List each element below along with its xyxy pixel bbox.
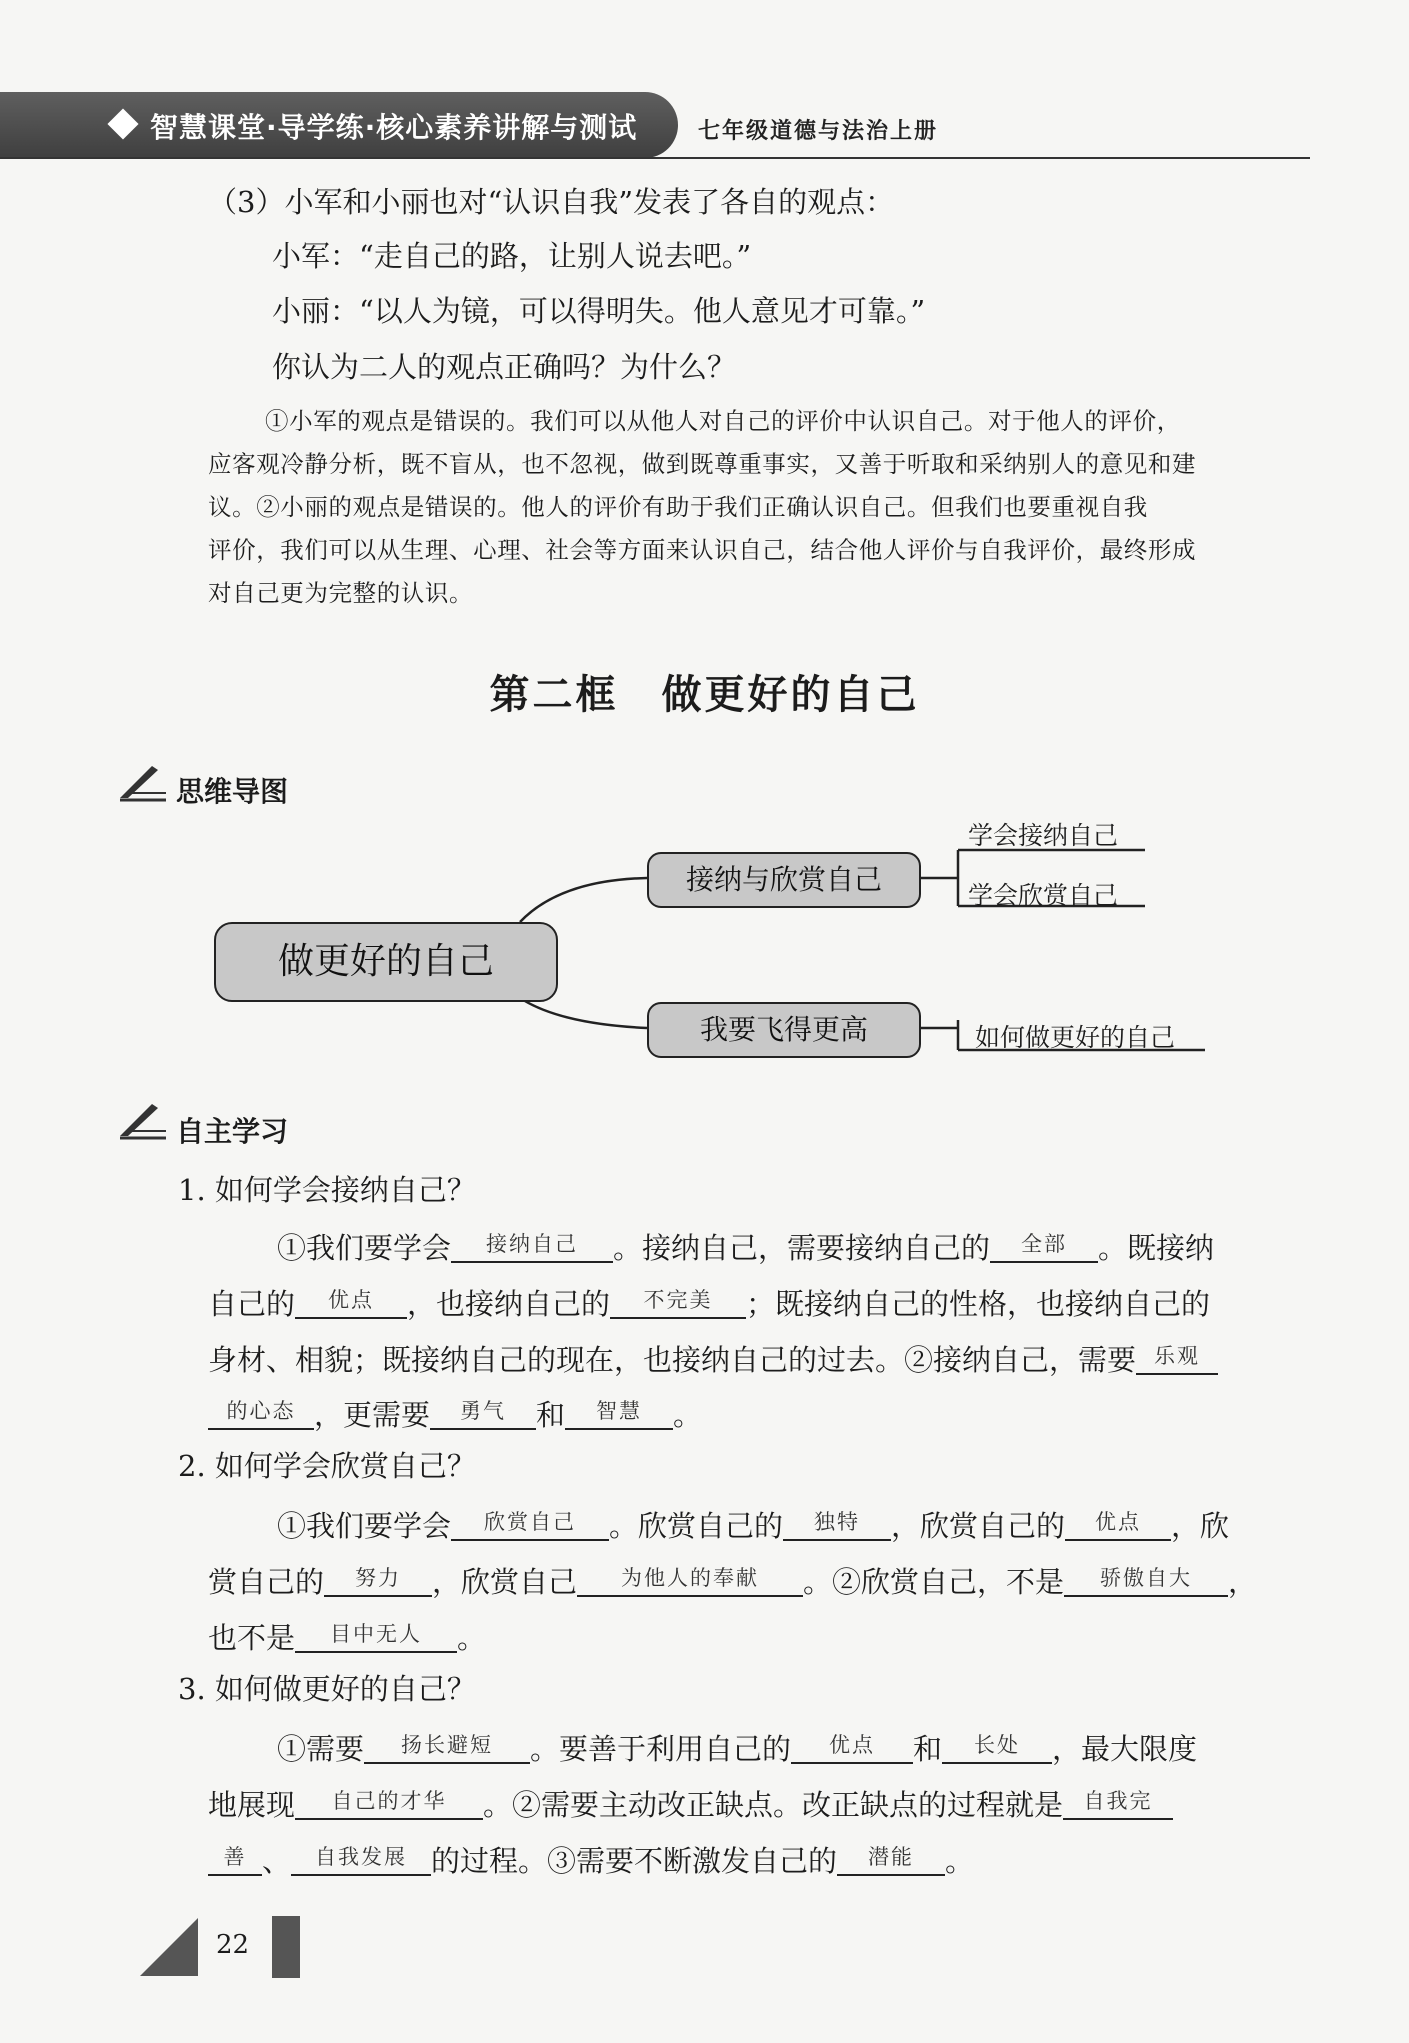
mindmap-branch-fly: 我要飞得更高 — [647, 1002, 921, 1058]
blank-19b: 善 — [208, 1842, 262, 1876]
blank-8: 欣赏自己 — [451, 1507, 609, 1541]
blank-15: 扬长避短 — [364, 1730, 530, 1764]
study-q3-line1: ①需要 扬长避短 。要善于利用自己的 优点 和 长处 ，最大限度 — [277, 1732, 1198, 1766]
study-q2-line2: 赏自己的 努力 ，欣赏自己 为他人的奉献 。②欣赏自己，不是 骄傲自大 ， — [208, 1565, 1258, 1599]
blank-5b: 的心态 — [208, 1396, 314, 1430]
answer-line-1: ①小军的观点是错误的。我们可以从他人对自己的评价中认识自己。对于他人的评价， — [265, 407, 1181, 435]
blank-19a: 自我完 — [1063, 1786, 1173, 1820]
blank-16: 优点 — [791, 1730, 913, 1764]
q3-xiaojun: 小军：“走自己的路，让别人说去吧。” — [272, 239, 752, 273]
blank-5a: 乐观 — [1136, 1341, 1218, 1375]
study-q2-line1: ①我们要学会 欣赏自己 。欣赏自己的 独特 ，欣赏自己的 优点 ，欣 — [277, 1509, 1230, 1543]
answer-line-3: 议。②小丽的观点是错误的。他人的评价有助于我们正确认识自己。但我们也要重视自我 — [208, 493, 1148, 521]
mindmap-heading: 思维导图 — [176, 775, 289, 808]
study-q2-line3: 也不是 目中无人 。 — [208, 1621, 487, 1655]
blank-1: 接纳自己 — [451, 1229, 613, 1263]
mindmap-leaf-better: 如何做更好的自己 — [975, 1023, 1176, 1052]
pen-icon-2 — [118, 1100, 168, 1140]
study-q1: 1. 如何学会接纳自己？ — [178, 1173, 476, 1207]
blank-6: 勇气 — [430, 1396, 536, 1430]
answer-line-5: 对自己更为完整的认识。 — [208, 579, 474, 607]
blank-11: 努力 — [324, 1563, 432, 1597]
study-q1-line2: 自己的 优点 ，也接纳自己的 不完美 ；既接纳自己的性格，也接纳自己的 — [208, 1287, 1211, 1321]
study-heading: 自主学习 — [176, 1115, 289, 1148]
section-title: 第二框 做更好的自己 — [489, 671, 920, 718]
footer-bar — [272, 1916, 300, 1978]
page-number: 22 — [216, 1930, 250, 1960]
q3-ask: 你认为二人的观点正确吗？为什么？ — [272, 350, 737, 384]
q3-prompt: （3）小军和小丽也对“认识自我”发表了各自的观点： — [208, 185, 895, 219]
study-q3: 3. 如何做更好的自己？ — [178, 1672, 476, 1706]
study-q2: 2. 如何学会欣赏自己？ — [178, 1449, 476, 1483]
blank-9: 独特 — [783, 1507, 891, 1541]
blank-20: 自我发展 — [291, 1842, 431, 1876]
blank-10: 优点 — [1065, 1507, 1171, 1541]
blank-17: 长处 — [942, 1730, 1052, 1764]
header-title: 智慧课堂·导学练·核心素养讲解与测试 — [150, 111, 638, 144]
blank-21: 潜能 — [837, 1842, 945, 1876]
blank-3: 优点 — [295, 1285, 407, 1319]
q3-xiaoli: 小丽：“以人为镜，可以得明失。他人意见才可靠。” — [272, 294, 926, 328]
answer-line-2: 应客观冷静分析，既不盲从，也不忽视，做到既尊重事实，又善于听取和采纳别人的意见和建 — [208, 450, 1197, 478]
mindmap-branch-accept: 接纳与欣赏自己 — [647, 852, 921, 908]
blank-2: 全部 — [990, 1229, 1098, 1263]
blank-18: 自己的才华 — [295, 1786, 483, 1820]
blank-12: 为他人的奉献 — [577, 1563, 803, 1597]
study-q1-line3: 身材、相貌；既接纳自己的现在，也接纳自己的过去。②接纳自己，需要 乐观 — [208, 1341, 1218, 1375]
study-q1-line4: 的心态 ，更需要 勇气 和 智慧 。 — [208, 1396, 702, 1430]
blank-4: 不完美 — [610, 1285, 746, 1319]
mindmap-leaf-accept: 学会接纳自己 — [968, 821, 1119, 850]
footer-triangle — [140, 1918, 198, 1976]
header-subtitle: 七年级道德与法治上册 — [698, 119, 939, 144]
study-q1-line1: ①我们要学会 接纳自己 。接纳自己，需要接纳自己的 全部 。既接纳 — [277, 1231, 1215, 1265]
blank-13: 骄傲自大 — [1064, 1563, 1228, 1597]
blank-14: 目中无人 — [295, 1619, 457, 1653]
mindmap-central-node: 做更好的自己 — [214, 922, 558, 1002]
answer-line-4: 评价，我们可以从生理、心理、社会等方面来认识自己，结合他人评价与自我评价，最终形成 — [208, 536, 1197, 564]
study-q3-line2: 地展现 自己的才华 。②需要主动改正缺点。改正缺点的过程就是 自我完 — [208, 1786, 1173, 1820]
blank-7: 智慧 — [565, 1396, 673, 1430]
mindmap-leaf-appreciate: 学会欣赏自己 — [968, 881, 1119, 910]
study-q3-line3: 善 、 自我发展 的过程。③需要不断激发自己的 潜能 。 — [208, 1842, 974, 1876]
